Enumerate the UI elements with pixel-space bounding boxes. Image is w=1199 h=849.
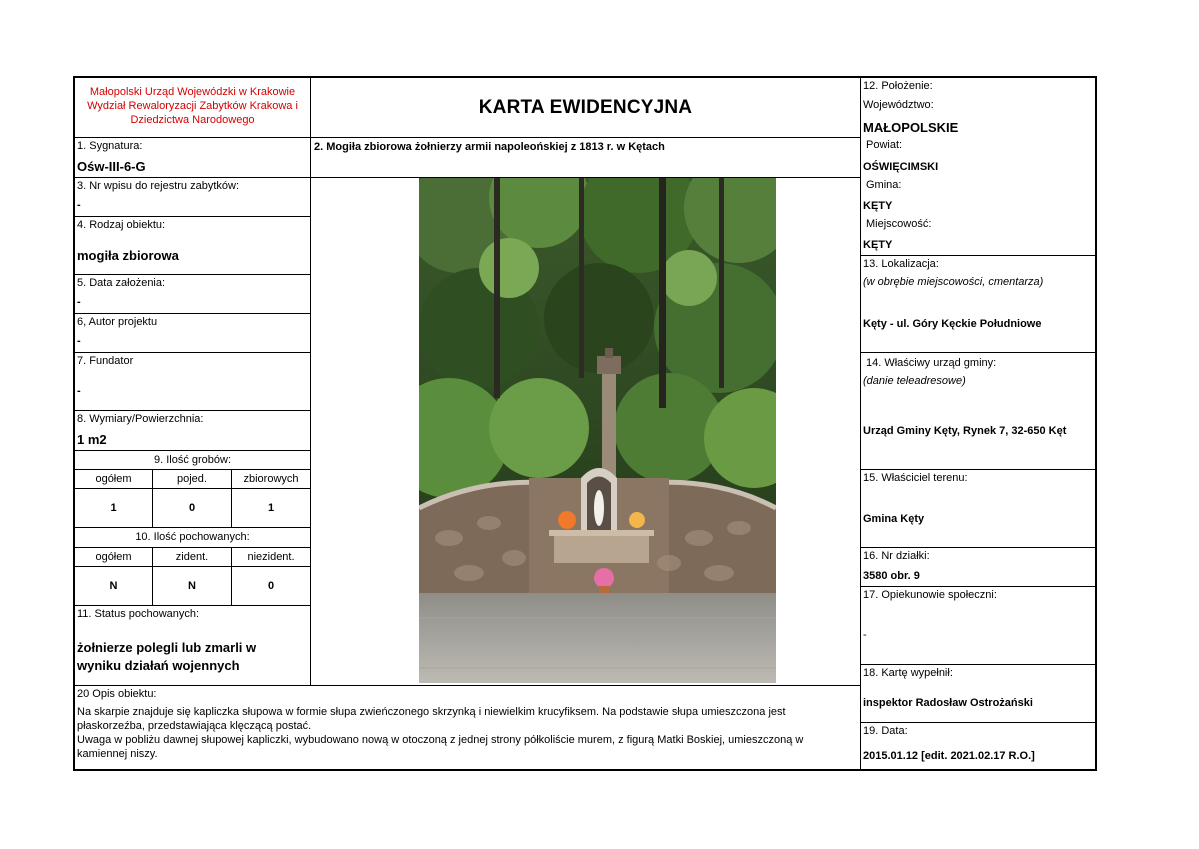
wlasc-value: Gmina Kęty	[863, 513, 925, 525]
autor-value: -	[77, 335, 81, 347]
autor-cell	[75, 314, 311, 353]
urzad-label: 14. Właściwy urząd gminy:	[866, 357, 997, 369]
poch-v1: N	[109, 580, 118, 592]
wypelnil-label: 18. Kartę wypełnił:	[863, 667, 953, 679]
groby-h1: ogółem	[95, 473, 132, 485]
page-title: KARTA EWIDENCYJNA	[478, 97, 693, 118]
office-line: Małopolski Urząd Wojewódzki w Krakowie	[89, 86, 296, 98]
data-wyp-value: 2015.01.12 [edit. 2021.02.17 R.O.]	[863, 750, 1035, 762]
poch-h3: niezident.	[247, 551, 295, 563]
poch-label: 10. Ilość pochowanych:	[135, 531, 250, 543]
opiek-value: -	[863, 629, 867, 641]
status-label: 11. Status pochowanych:	[77, 608, 200, 620]
rodzaj-value: mogiła zbiorowa	[77, 248, 179, 263]
record-card	[73, 76, 1097, 771]
groby-h3: zbiorowych	[243, 473, 299, 485]
lok-hint: (w obrębie miejscowości, cmentarza)	[863, 276, 1044, 288]
woj-label: Województwo:	[863, 99, 934, 111]
woj-value: MAŁOPOLSKIE	[863, 120, 959, 135]
fundator-cell	[75, 353, 311, 411]
title-cell	[311, 78, 861, 138]
groby-v2: 0	[188, 502, 196, 514]
urzad-value: Urząd Gminy Kęty, Rynek 7, 32-650 Kęt	[863, 425, 1067, 437]
office-header	[75, 78, 311, 138]
data-wyp-cell	[861, 723, 1097, 771]
poch-header	[75, 528, 311, 548]
powiat-label: Powiat:	[866, 139, 903, 151]
chapel-photo-illustration	[419, 178, 776, 683]
poch-v3: 0	[267, 580, 275, 592]
wypelnil-cell	[861, 665, 1097, 723]
office-line: Wydział Rewaloryzacji Zabytków Krakowa i	[87, 100, 298, 112]
groby-val-cell	[75, 489, 153, 528]
data-wyp-label: 19. Data:	[863, 725, 908, 737]
status-line: żołnierze polegli lub zmarli w	[77, 640, 257, 655]
opis-line: płaskorzeźba, przedstawiająca klęczącą postać.	[77, 720, 312, 732]
fundator-label: 7. Fundator	[77, 355, 134, 367]
rej-label: 3. Nr wpisu do rejestru zabytków:	[77, 180, 240, 192]
fundator-value: -	[77, 385, 81, 397]
office-name	[75, 85, 310, 127]
miejsc-value: KĘTY	[863, 239, 893, 251]
dzialka-label: 16. Nr działki:	[863, 550, 930, 562]
urzad-hint: (danie teleadresowe)	[863, 375, 966, 387]
wymiary-cell	[75, 411, 311, 451]
data-value: -	[77, 296, 81, 308]
poch-val-cell	[232, 567, 311, 606]
lok-value: Kęty - ul. Góry Kęckie Południowe	[863, 318, 1042, 330]
miejsc-label: Miejscowość:	[866, 218, 932, 230]
opis-cell	[75, 686, 861, 771]
poch-v2: N	[188, 580, 196, 592]
rej-value: -	[77, 199, 81, 211]
polozenie-cell	[861, 78, 1097, 256]
office-line: Dziedzictwa Narodowego	[130, 114, 255, 126]
status-line: wyniku działań wojennych	[77, 658, 240, 673]
wymiary-value: 1 m2	[77, 432, 107, 447]
opis-line: kamiennej niszy.	[77, 748, 158, 760]
gmina-label: Gmina:	[866, 179, 902, 191]
wlasc-label: 15. Właściciel terenu:	[863, 472, 968, 484]
object-name: 2. Mogiła zbiorowa żołnierzy armii napoleońskiej z 1813 r. w Kętach	[314, 141, 665, 153]
data-cell	[75, 275, 311, 314]
photo-cell	[311, 178, 861, 686]
urzad-cell	[861, 353, 1097, 470]
syg-cell	[75, 138, 311, 178]
wlasciciel-cell	[861, 470, 1097, 548]
groby-label: 9. Ilość grobów:	[153, 454, 232, 466]
rodzaj-cell	[75, 217, 311, 275]
groby-head-cell	[232, 470, 311, 489]
syg-value: Ośw-III-6-G	[77, 159, 146, 174]
groby-v3: 1	[267, 502, 275, 514]
syg-label: 1. Sygnatura:	[77, 140, 143, 152]
powiat-value: OŚWIĘCIMSKI	[863, 161, 939, 173]
opis-text	[77, 705, 803, 761]
opis-line: Na skarpie znajduje się kapliczka słupowa w formie słupa zwieńczonego skrzynką i niewielkim krucyfiksem. Na podstawie słupa umieszczona jest	[77, 706, 786, 718]
groby-val-cell	[232, 489, 311, 528]
groby-h2: pojed.	[177, 473, 207, 485]
autor-label: 6, Autor projektu	[77, 316, 158, 328]
poch-val-cell	[75, 567, 153, 606]
status-cell	[75, 606, 311, 686]
object-photo	[419, 178, 776, 683]
dzialka-cell	[861, 548, 1097, 587]
status-value	[77, 639, 256, 675]
lokalizacja-cell	[861, 256, 1097, 353]
groby-head-cell	[153, 470, 232, 489]
poch-head-cell	[153, 548, 232, 567]
groby-header	[75, 451, 311, 470]
groby-val-cell	[153, 489, 232, 528]
opiek-label: 17. Opiekunowie społeczni:	[863, 589, 997, 601]
gmina-value: KĘTY	[863, 200, 893, 212]
poch-val-cell	[153, 567, 232, 606]
dzialka-value: 3580 obr. 9	[863, 570, 920, 582]
poch-h1: ogółem	[95, 551, 132, 563]
polozenie-label: 12. Położenie:	[863, 80, 933, 92]
data-label: 5. Data założenia:	[77, 277, 166, 289]
wypelnil-value: inspektor Radosław Ostrożański	[863, 697, 1033, 709]
wymiary-label: 8. Wymiary/Powierzchnia:	[77, 413, 204, 425]
opis-label: 20 Opis obiektu:	[77, 688, 157, 700]
rej-cell	[75, 178, 311, 217]
opiekunowie-cell	[861, 587, 1097, 665]
poch-head-cell	[75, 548, 153, 567]
object-name-cell	[311, 138, 861, 178]
lok-label: 13. Lokalizacja:	[863, 258, 939, 270]
poch-head-cell	[232, 548, 311, 567]
groby-head-cell	[75, 470, 153, 489]
rodzaj-label: 4. Rodzaj obiektu:	[77, 219, 166, 231]
opis-line: Uwaga w pobliżu dawnej słupowej kapliczki, wybudowano nową w otoczoną z jednej strony półkoliście murem, z figurą Matki Boskiej, umieszczoną w	[77, 734, 804, 746]
poch-h2: zident.	[175, 551, 209, 563]
groby-v1: 1	[110, 502, 117, 514]
